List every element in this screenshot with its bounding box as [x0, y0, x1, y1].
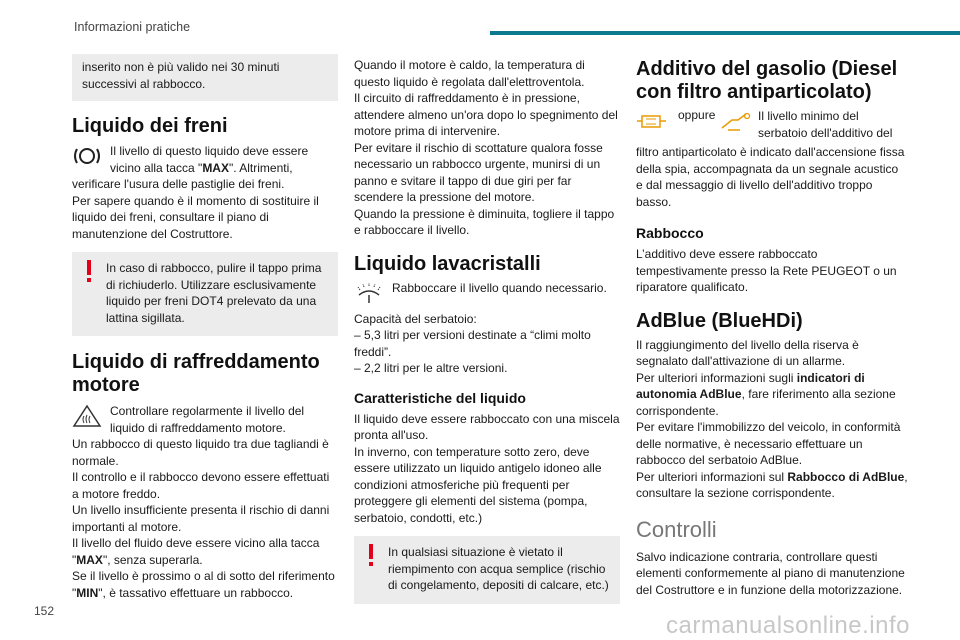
coolant-p4: Un livello insufficiente presenta il rischio di danni importanti al motore. [72, 503, 330, 534]
brake-fluid-icon [72, 144, 102, 168]
diesel-p1-a: Il livello minimo del serbatoio dell'additivo del [758, 109, 893, 140]
coolant-min-mark: MIN [76, 585, 99, 600]
brake-fluid-title: Liquido dei freni [72, 115, 228, 137]
liquid-p2: In inverno, con temperature sotto zero, deve essere utilizzato un liquido antigelo idoneo alle condizioni atmosferiche più frequenti per proteggere gli elementi del sistema (pompa, serbatoio, condotti, etc.) [354, 444, 602, 525]
brake-warning-text: In caso di rabbocco, pulire il tappo prima di richiuderlo. Utilizzare esclusivamente liquido per freni DOT4 prelevato da una lattina sigillata. [106, 261, 322, 325]
note-text: inserito non è più valido nei 30 minuti successivi al rabbocco. [82, 60, 280, 91]
adblue-p4-a: Per ulteriori informazioni sul [636, 469, 788, 484]
additive-warning-icon [720, 112, 752, 132]
refill-title: Rabbocco [636, 225, 704, 241]
page-number: 152 [34, 604, 55, 618]
note-box-continued [72, 54, 338, 101]
liquid-warning-text: In qualsiasi situazione è vietato il riempimento con acqua semplice (rischio di congelamento, depositi di calcare, etc.) [388, 545, 609, 592]
brake-p1-b: ". Altrimenti, verificare l'usura delle pastiglie dei freni. [72, 160, 293, 191]
adblue-p4-bold: Rabbocco di AdBlue [787, 469, 905, 484]
section-header: Informazioni pratiche [74, 20, 191, 34]
washer-p3: – 5,3 litri per versioni destinate a “climi molto freddi”. [354, 328, 591, 359]
header-accent-bar [490, 31, 960, 35]
checks-p1: Salvo indicazione contraria, controllare questi elementi conformemente al piano di manutenzione del Costruttore e in funzione della motorizzazione. [636, 549, 905, 597]
adblue-p1: Il raggiungimento del livello della riserva è segnalato dall'attivazione di un allarme. [636, 337, 859, 368]
washer-fluid-icon [354, 281, 384, 305]
col2-p2: Il circuito di raffreddamento è in pressione, attendere almeno un'ora dopo lo spegnimento del motore prima di intervenire. [354, 91, 618, 138]
exclamation-icon [82, 259, 96, 283]
coolant-p2: Un rabbocco di questo liquido tra due tagliandi è normale. [72, 437, 329, 468]
liquid-warning-box [354, 536, 620, 604]
coolant-p1: Controllare regolarmente il livello del liquido di raffreddamento motore. [110, 404, 305, 435]
coolant-p5-b: ", senza superarla. [102, 552, 203, 567]
washer-p1: Rabboccare il livello quando necessario. [392, 280, 607, 295]
coolant-max-mark: MAX [76, 552, 103, 567]
refill-p1: L’additivo deve essere rabboccato tempestivamente presso la Rete PEUGEOT o un riparatore qualificato. [636, 247, 897, 294]
diesel-p1-b: filtro antiparticolato è indicato dall'accensione fissa della spia, accompagnata da un segnale acustico e dal messaggio di livello dell'additivo troppo basso. [636, 145, 905, 209]
washer-fluid-title: Liquido lavacristalli [354, 252, 541, 275]
liquid-p1: Il liquido deve essere rabboccato con una miscela pronta all'uso. [354, 411, 620, 442]
diesel-icons-row [636, 108, 908, 144]
coolant-p5-a: Il livello del fluido deve essere vicino alla tacca " [72, 536, 320, 567]
column-right [636, 54, 908, 598]
coolant-p3: Il controllo e il rabbocco devono essere effettuati a motore freddo. [72, 470, 330, 501]
liquid-specs-title: Caratteristiche del liquido [354, 389, 526, 406]
washer-p4: – 2,2 litri per le altre versioni. [354, 361, 508, 375]
washer-paragraph [354, 280, 620, 297]
adblue-p4-b: , consultare la sezione corrispondente. [636, 469, 908, 500]
coolant-p6-b: ", è tassativo effettuare un rabbocco. [98, 585, 294, 600]
brake-p1-a: Il livello di questo liquido deve essere vicino alla tacca " [110, 144, 309, 175]
adblue-title: AdBlue (BlueHDi) [636, 309, 803, 332]
brake-warning-box [72, 252, 338, 336]
washer-p2: Capacità del serbatoio: [354, 311, 477, 326]
brake-p2: Per sapere quando è il momento di sostituire il liquido dei freni, consultare il piano di manutenzione del Costruttore. [72, 193, 319, 241]
oppure-label: oppure [678, 108, 716, 122]
brake-max-mark: MAX [202, 160, 229, 175]
adblue-p2-b: , fare riferimento alla sezione corrispondente. [636, 387, 896, 418]
col2-p4: Quando la pressione è diminuita, togliere il tappo e rabboccare il livello. [354, 206, 615, 237]
brake-fluid-paragraph [72, 143, 338, 193]
col2-p1: Quando il motore è caldo, la temperatura di questo liquido è regolata dall'elettroventola. [354, 58, 585, 89]
adblue-p3: Per evitare l'immobilizzo del veicolo, in conformità delle normative, è necessario effettuare un rabbocco del serbatoio AdBlue. [636, 420, 901, 467]
hot-warning-icon [72, 404, 102, 428]
adblue-p2-bold: indicatori di autonomia AdBlue [636, 370, 865, 401]
exclamation-icon [364, 543, 378, 567]
watermark: carmanualsonline.info [666, 612, 910, 639]
col2-p3: Per evitare il rischio di scottature qualora fosse necessario un rabbocco urgente, munirsi di un panno e svitare il tappo di due giri per far scendere la pressione del motore. [354, 140, 603, 204]
coolant-title: Liquido di raffreddamento motore [72, 351, 320, 396]
checks-title: Controlli [636, 516, 717, 542]
coolant-paragraph [72, 403, 338, 436]
column-left [72, 54, 338, 601]
column-middle [354, 54, 620, 604]
diesel-additive-title: Additivo del gasolio (Diesel con filtro antiparticolato) [636, 58, 898, 103]
adblue-p2-a: Per ulteriori informazioni sugli [636, 370, 797, 385]
diesel-filter-icon [636, 112, 668, 132]
coolant-p6-a: Se il livello è prossimo o al di sotto del riferimento " [72, 569, 335, 600]
